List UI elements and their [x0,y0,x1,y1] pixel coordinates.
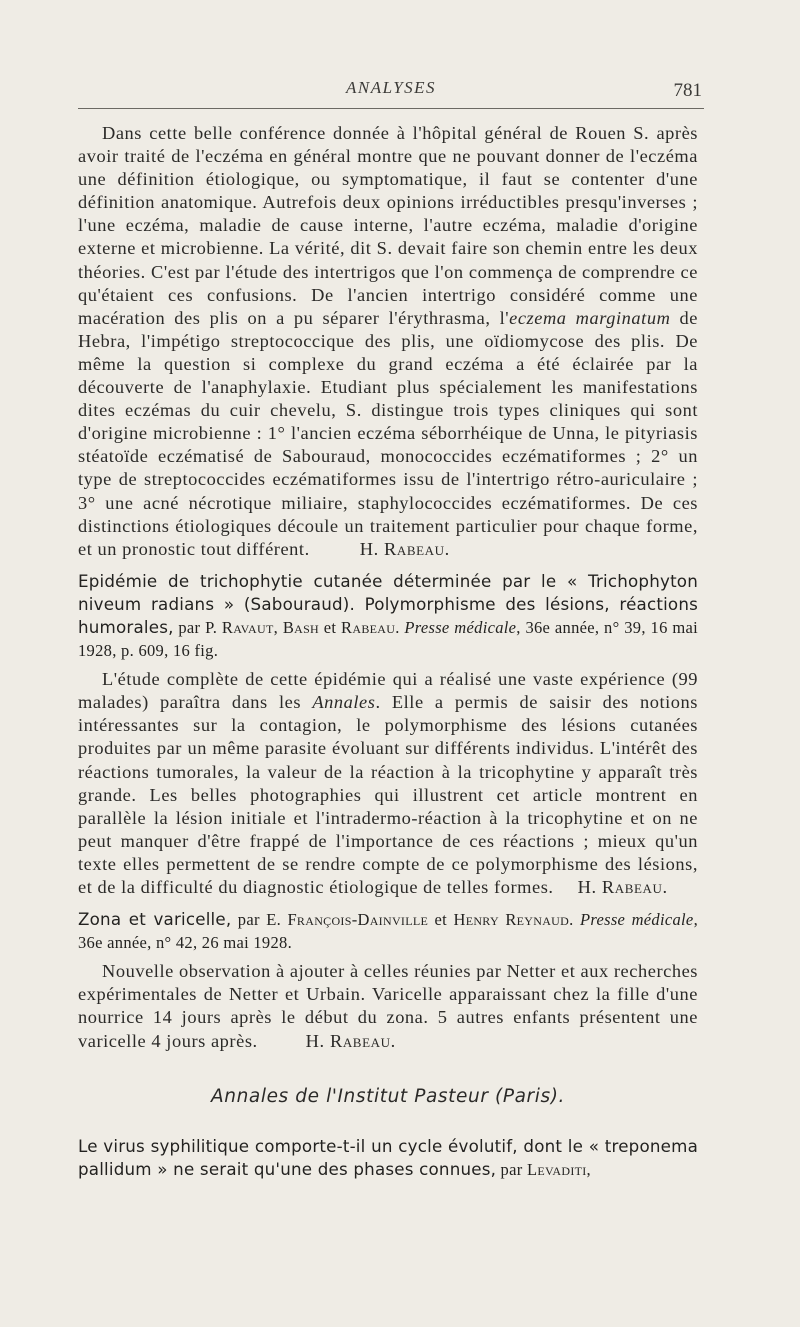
article-2-journal: Presse médicale [579,910,694,930]
article-1-title: Epidémie de trichophytie cutanée déterminée par le « Trichophyton niveum radians » (Sabouraud). Polymorphisme des lésions, réactions humorales, [78,570,698,637]
article-1-and: et [319,617,342,637]
article-2-body-text: Nouvelle observation à ajouter à celles réunies par Netter et aux recherches expérimentales de Netter et Urbain. Varicelle apparaissant chez la fille d'une nourrice 14 jours après le début du zona. 5 autres enfants présentent une varicelle 4 jours après. [78,961,698,1051]
article-1-citation: , 36e année, n° 39, 16 mai 1928, p. 609, 16 fig. [78,617,699,661]
article-2-heading [78,908,698,954]
article-1-body-italic: Annales [312,692,376,713]
article-2-par: par E. [231,910,288,930]
article-1-heading [78,570,698,662]
article-1-sep-1: , [273,617,283,637]
intro-text: Dans cette belle conférence donnée à l'hôpital général de Rouen S. après avoir traité de l'eczéma en général montre que ne pouvant donner de l'eczéma une définition étiologique, ou symptomatique, il faut se contenter d'une définition anatomique. Autrefois deux opinions irréductibles presqu'inverses ; l'une eczéma, maladie de cause interne, l'autre eczéma, maladie d'origine externe et microbienne. La vérité, dit S. devait faire son chemin entre les deux théories. C'est par l'étude des intertrigos que l'on commença de comprendre ce qu'étaient ces confusions. De l'ancien intertrigo considéré comme une macération des plis on a pu séparer l'érythrasma, l' [78,123,698,328]
article-3-title: Le virus syphilitique comporte-t-il un cycle évolutif, dont le « treponema pallidum » ne serait qu'une des phases connues, [78,1135,698,1179]
article-1-body [78,668,698,899]
article-1-sep-2: . [395,617,405,637]
article-2-signature: H. Rabeau. [305,1030,396,1051]
article-2-author-2: Henry Reynaud [453,910,570,930]
article-2 [78,908,698,1053]
intro-signature: H. Rabeau. [359,538,450,559]
article-2-body [78,960,698,1052]
header-rule [78,108,704,109]
article-3-sep: , [586,1159,591,1179]
article-1-body-text-2: . Elle a permis de saisir des notions intéressantes sur la contagion, le polymorphisme des lésions cutanées produites par un même parasite évoluant sur différents individus. L'intérêt des réactions tumorales, la valeur de la réaction à la tricophytine y apparaît très grande. Les belles photographies qui illustrent cet article montrent en parallèle la lésion initiale et l'intradermo-réaction à la tricophytine et on ne peut manquer d'être frappé de l'importance de ces réactions ; mieux qu'un texte elles permettent de se rendre compte de ce polymorphisme des lésions, et de la difficulté du diagnostic étiologique de telles formes. [78,692,699,897]
article-2-and: et [428,910,454,930]
page-number: 781 [673,80,702,101]
article-3-par: par [496,1159,527,1179]
page-content [78,122,698,1181]
intro-text-2: de Hebra, l'impétigo streptococcique des plis, une oïdiomycose des plis. De même la question si complexe du grand eczéma a été éclairée par la découverte de l'anaphylaxie. Etudiant plus spécialement les manifestations dites eczémas du cuir chevelu, S. distingue trois types cliniques qui sont d'origine microbienne : 1° l'ancien eczéma séborrhéique de Unna, le pityriasis stéatoïde eczématisé de Sabouraud, monococcides eczématiformes ; 2° un type de streptococcides eczématiformes issu de l'intertrigo rétro-auriculaire ; 3° une acné nécrotique miliaire, staphylococcides eczématiformes. De ces distinctions étiologiques découle un traitement particulier pour chaque forme, et un pronostic tout différent. [78,307,698,559]
running-title: ANALYSES [345,78,437,97]
article-3-author: Levaditi [526,1159,587,1179]
intro-italic: eczema marginatum [509,307,671,328]
article-3-heading [78,1135,698,1181]
article-2-sep: . [569,910,580,930]
article-1-author-3: Rabeau [341,617,396,637]
article-1-journal: Presse médicale [404,617,517,637]
running-header [78,74,704,104]
journal-section-title: Annales de l'Institut Pasteur (Paris). [210,1085,565,1107]
article-1 [78,570,698,899]
article-1-author-2: Bash [282,617,320,637]
article-1-body-text: L'étude complète de cette épidémie qui a réalisé une vaste expérience (99 malades) paraîtra dans les [78,669,698,713]
article-2-citation: , 36e année, n° 42, 26 mai 1928. [78,910,698,953]
article-2-author-1: François-Dainville [287,910,429,930]
article-1-author-1: Ravaut [221,617,274,637]
article-1-par: par P. [173,617,222,637]
article-2-title: Zona et varicelle, [78,909,232,930]
article-1-signature: H. Rabeau. [577,877,668,897]
intro-paragraph [78,122,698,561]
